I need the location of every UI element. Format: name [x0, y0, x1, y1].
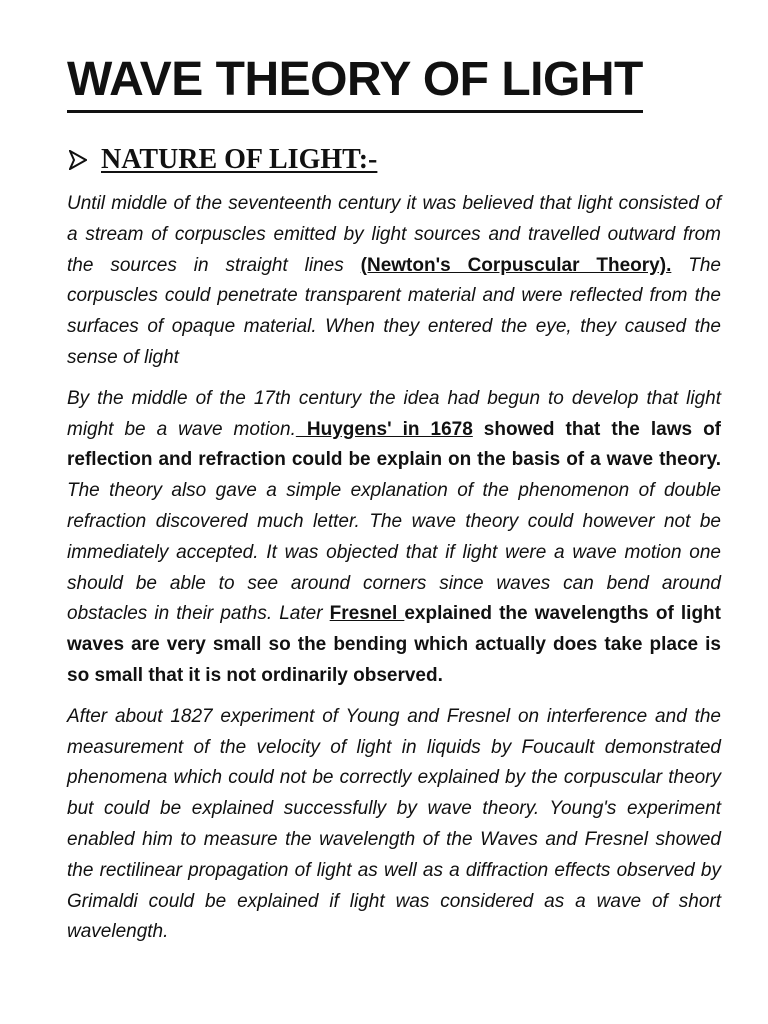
p2-bold-b: explained the wavelengths of light waves are very small so the bending which actually does take place is so small that it is not ordinarily observed. [67, 603, 721, 686]
document-page [67, 50, 721, 948]
p2-text-b: The theory also gave a simple explanation of the phenomenon of double refraction discovered much letter. The wave theory could however not be immediately accepted. It was objected that if light were a wave motion one should be able to see around corners since waves can bend around obstacles in their paths. Later [67, 480, 721, 625]
paragraph-1 [67, 189, 721, 374]
p1-reference: (Newton's Corpuscular Theory) [360, 254, 667, 276]
p1-reference-tail: . [666, 254, 672, 276]
p1-text-b: The corpuscles could penetrate transparent material and were reflected from the surfaces of opaque material. When they entered the eye, they caused the sense of light [67, 254, 721, 368]
paragraph-2 [67, 384, 721, 692]
paragraph-3: After about 1827 experiment of Young and Fresnel on interference and the measurement of the velocity of light in liquids by Foucault demonstrated phenomena which could not be correctly explained by the corpuscular theory but could be explained successfully by wave theory. Young's experiment enabled him to measure the wavelength of the Waves and Fresnel showed the rectilinear propagation of light as well as a diffraction effects observed by Grimaldi could be explained if light was considered as a wave of short wavelength. [67, 705, 721, 943]
p1-text-a: Until middle of the seventeenth century it was believed that light consisted of a stream of corpuscles emitted by light sources and travelled outward from the sources in straight lines [67, 193, 721, 276]
page-title: WAVE THEORY OF LIGHT [67, 50, 643, 113]
arrow-bullet-icon [69, 150, 87, 170]
p2-reference-2: Fresnel [329, 603, 405, 625]
p2-bold-a: showed that the laws of reflection and refraction could be explain on the basis of a wave theory. [67, 418, 722, 471]
section-heading [67, 143, 721, 177]
p2-reference: Huygens' in 1678 [295, 418, 473, 440]
p2-text-a: By the middle of the 17th century the idea had begun to develop that light might be a wave motion. [67, 387, 721, 440]
section-label: NATURE OF LIGHT:- [101, 144, 378, 175]
